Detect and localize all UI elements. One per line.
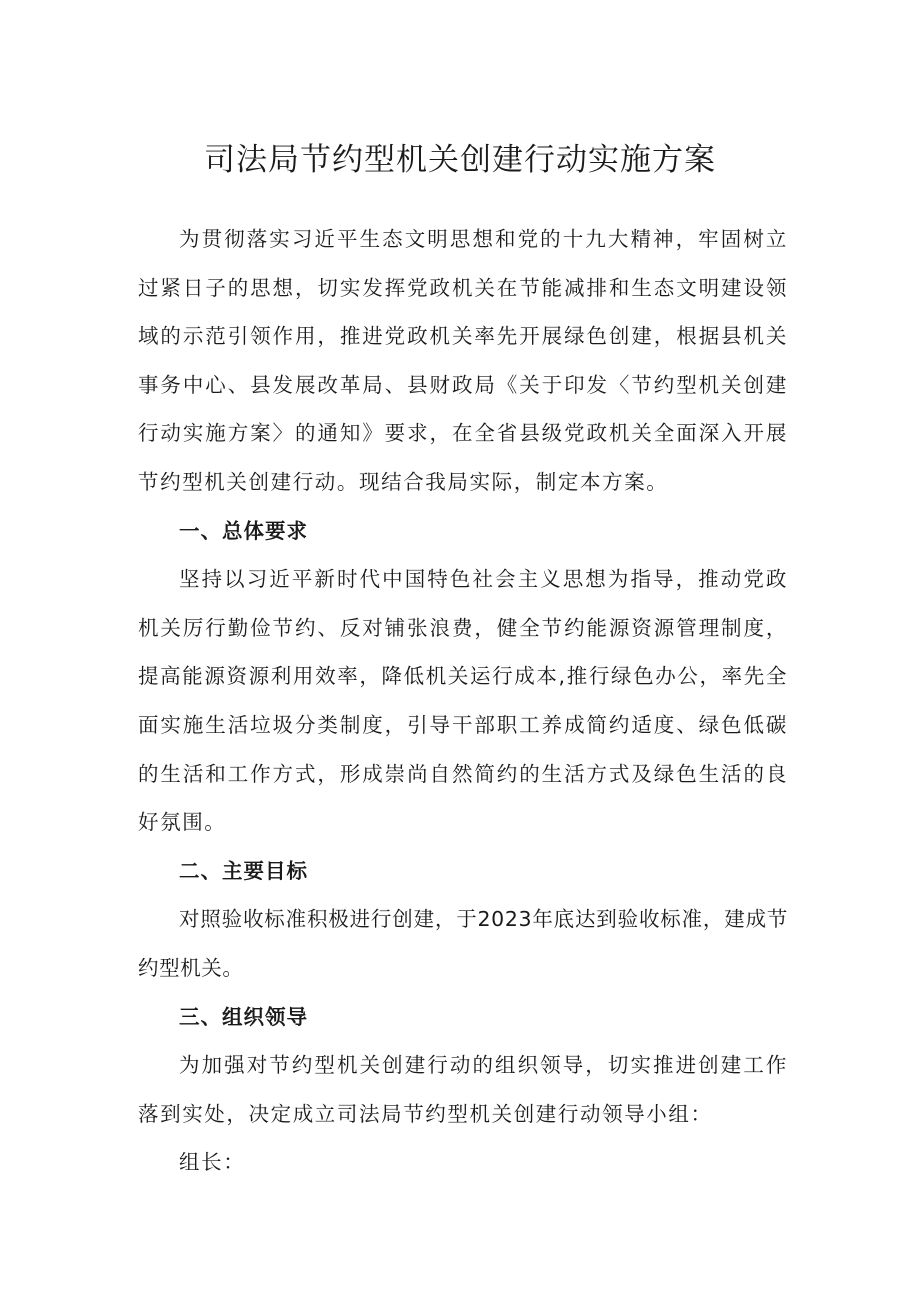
- leader-label: 组长：: [179, 1150, 246, 1175]
- document-title: 司法局节约型机关创建行动实施方案: [204, 142, 716, 178]
- section-body-main-goals: 对照验收标准积极进行创建，于2023年底达到验收标准，建成节约型机关。: [138, 907, 788, 980]
- document-body: [138, 215, 788, 1187]
- section-heading-main-goals: 二、主要目标: [179, 858, 308, 883]
- section-heading-organization: 三、组织领导: [179, 1004, 308, 1029]
- section-body-organization: 为加强对节约型机关创建行动的组织领导，切实推进创建工作落到实处，决定成立司法局节约型机关创建行动领导小组：: [138, 1053, 788, 1126]
- intro-paragraph: 为贯彻落实习近平生态文明思想和党的十九大精神，牢固树立过紧日子的思想，切实发挥党政机关在节能减排和生态文明建设领域的示范引领作用，推进党政机关率先开展绿色创建，根据县机关事务中心、县发展改革局、县财政局《关于印发〈节约型机关创建行动实施方案〉的通知》要求，在全省县级党政机关全面深入开展节约型机关创建行动。现结合我局实际，制定本方案。: [138, 227, 788, 494]
- section-heading-general-requirements: 一、总体要求: [179, 518, 308, 543]
- section-body-general-requirements: 坚持以习近平新时代中国特色社会主义思想为指导，推动党政机关厉行勤俭节约、反对铺张浪费，健全节约能源资源管理制度，提高能源资源利用效率，降低机关运行成本,推行绿色办公，率先全面实施生活垃圾分类制度，引导干部职工养成简约适度、绿色低碳的生活和工作方式，形成崇尚自然简约的生活方式及绿色生活的良好氛围。: [138, 567, 788, 835]
